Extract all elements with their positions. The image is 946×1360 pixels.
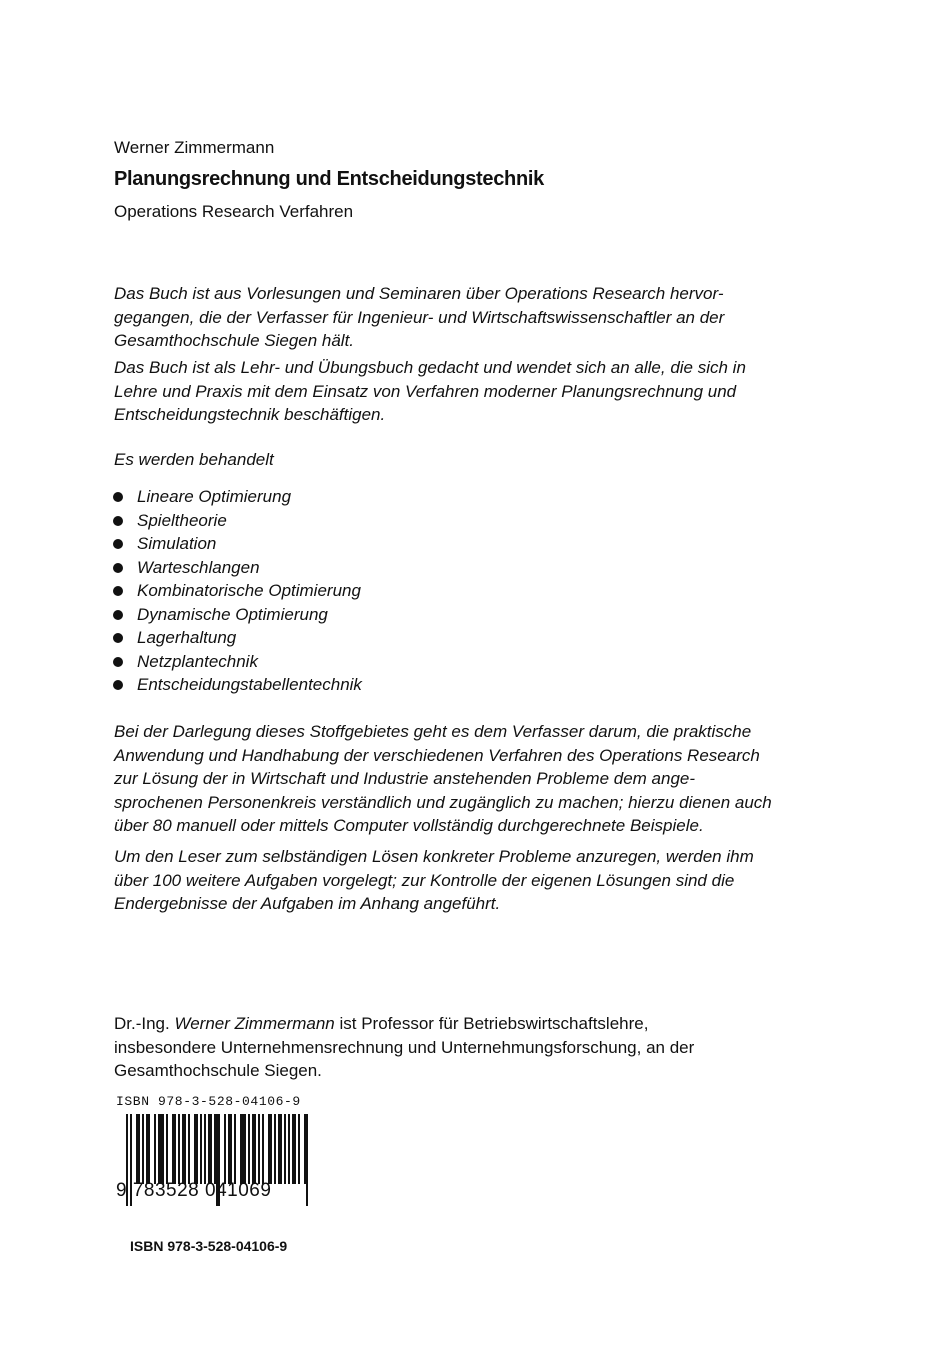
barcode-bar [248, 1114, 250, 1184]
barcode-bar [146, 1114, 148, 1184]
barcode-bar [240, 1114, 242, 1184]
barcode-bar [136, 1114, 138, 1184]
barcode-bar [298, 1114, 300, 1184]
barcode-bar [242, 1114, 244, 1184]
barcode-bar [306, 1114, 308, 1206]
topic-item: Kombinatorische Optimierung [112, 579, 362, 603]
barcode-bar [304, 1114, 306, 1184]
barcode-bar [142, 1114, 144, 1184]
barcode-bar [204, 1114, 206, 1184]
barcode-bar [278, 1114, 280, 1184]
barcode-bar [292, 1114, 294, 1184]
barcode-bar [230, 1114, 232, 1184]
barcode-bar [228, 1114, 230, 1184]
bio-name: Werner Zimmermann [174, 1014, 335, 1033]
topic-item: Lineare Optimierung [112, 485, 362, 509]
barcode-bar [258, 1114, 260, 1184]
barcode-bar [214, 1114, 216, 1184]
barcode-bar [234, 1114, 236, 1184]
bullet-icon [113, 657, 123, 667]
barcode-bar [194, 1114, 196, 1184]
barcode-bar [274, 1114, 276, 1184]
barcode-bar [262, 1114, 264, 1184]
topics-heading: Es werden behandelt [114, 450, 274, 469]
barcode-bar [158, 1114, 160, 1184]
bullet-icon [113, 680, 123, 690]
barcode-digits: 9 783528 041069 [116, 1180, 272, 1201]
barcode-isbn-label: ISBN 978-3-528-04106-9 [116, 1094, 301, 1109]
barcode-bar [182, 1114, 184, 1184]
bullet-icon [113, 563, 123, 573]
book-author: Werner Zimmermann [114, 138, 275, 157]
isbn-number: ISBN 978-3-528-04106-9 [130, 1238, 288, 1254]
barcode-bar [224, 1114, 226, 1184]
bio-title: Dr.-Ing. [114, 1014, 170, 1033]
barcode-bar [196, 1114, 198, 1184]
intro-paragraph-2: Das Buch ist als Lehr- und Übungsbuch gedacht und wendet sich an alle, die sich in Lehre und Praxis mit dem Einsatz von Verfahren moderner Planungsrechnung und Entscheidungstechnik beschäftigen. [114, 358, 746, 425]
author-bio [114, 1012, 734, 1083]
barcode-bar [174, 1114, 176, 1184]
topic-item: Dynamische Optimierung [112, 603, 362, 627]
barcode-bar [210, 1114, 212, 1184]
barcode-bar [244, 1114, 246, 1184]
barcode-bar [284, 1114, 286, 1184]
bullet-icon [113, 610, 123, 620]
topic-item: Spieltheorie [112, 509, 362, 533]
barcode-bar [280, 1114, 282, 1184]
bullet-icon [113, 516, 123, 526]
barcode-bar [200, 1114, 202, 1184]
intro-paragraph-1: Das Buch ist aus Vorlesungen und Seminaren über Operations Research hervor-gegangen, die der Verfasser für Ingenieur- und Wirtschaftswissenschaftler an der Gesamthochschule Siegen hält. [114, 284, 725, 351]
book-title: Planungsrechnung und Entscheidungstechnik [114, 168, 544, 190]
barcode-bar [178, 1114, 180, 1184]
barcode-bar [166, 1114, 168, 1184]
barcode-bar [138, 1114, 140, 1184]
bullet-icon [113, 492, 123, 502]
topic-item: Netzplantechnik [112, 650, 362, 674]
topic-item: Lagerhaltung [112, 626, 362, 650]
barcode-bar [148, 1114, 150, 1184]
barcode-bar [270, 1114, 272, 1184]
barcode-bar [154, 1114, 156, 1184]
body-paragraph-2: Um den Leser zum selbständigen Lösen konkreter Probleme anzuregen, werden ihm über 100 weitere Aufgaben vorgelegt; zur Kontrolle der eigenen Lösungen sind die Endergebnisse der Aufgaben im Anhang angeführt. [114, 847, 754, 914]
barcode-bar [172, 1114, 174, 1184]
topics-list [112, 485, 362, 697]
bullet-icon [113, 539, 123, 549]
barcode-bar [288, 1114, 290, 1184]
body-paragraph-1: Bei der Darlegung dieses Stoffgebietes geht es dem Verfasser darum, die praktische Anwendung und Handhabung der verschiedenen Verfahren des Operations Research zur Lösung der in Wirtschaft und Industrie anstehenden Probleme dem ange-sprochenen Personenkreis verständlich und zugänglich zu machen; hierzu dienen auch über 80 manuell oder mittels Computer vollständig durchgerechnete Beispiele. [114, 722, 772, 836]
bio-text: ist Professor für Betriebswirtschaftslehre, insbesondere Unternehmensrechnung und Unternehmungsforschung, an der Gesamthochschule Siegen. [114, 1014, 695, 1080]
barcode-bar [162, 1114, 164, 1184]
topic-item: Warteschlangen [112, 556, 362, 580]
book-subtitle: Operations Research Verfahren [114, 202, 354, 221]
bullet-icon [113, 633, 123, 643]
barcode-bar [268, 1114, 270, 1184]
barcode-bar [188, 1114, 190, 1184]
topic-item: Entscheidungstabellentechnik [112, 673, 362, 697]
barcode-bar [184, 1114, 186, 1184]
barcode-bar [160, 1114, 162, 1184]
barcode-bar [208, 1114, 210, 1184]
barcode-bar [252, 1114, 254, 1184]
bullet-icon [113, 586, 123, 596]
barcode-bar [294, 1114, 296, 1184]
topic-item: Simulation [112, 532, 362, 556]
barcode-bar [254, 1114, 256, 1184]
